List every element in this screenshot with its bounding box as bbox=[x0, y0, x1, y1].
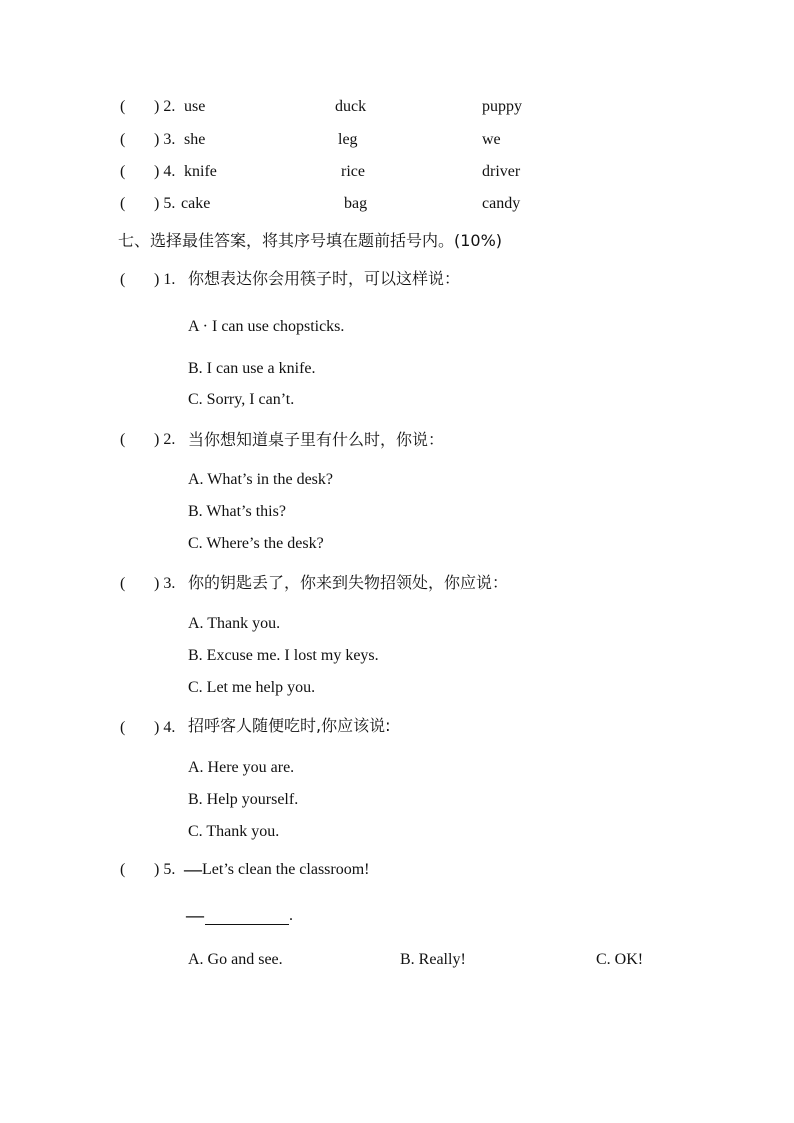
phonics-word: bag bbox=[344, 195, 368, 212]
phonics-word: we bbox=[482, 131, 501, 148]
option-a[interactable]: A. Go and see. bbox=[188, 951, 283, 968]
answer-paren[interactable]: ( bbox=[120, 195, 126, 212]
answer-paren[interactable]: ( bbox=[120, 163, 126, 180]
dialogue-dash: — bbox=[184, 859, 202, 879]
option-c[interactable]: C. OK! bbox=[596, 951, 644, 968]
answer-paren[interactable]: ( bbox=[120, 131, 126, 148]
phonics-word: puppy bbox=[482, 98, 522, 115]
phonics-word: driver bbox=[482, 163, 521, 180]
phonics-word: duck bbox=[335, 98, 367, 115]
option-a[interactable]: A. Thank you. bbox=[188, 615, 281, 632]
phonics-word: leg bbox=[338, 131, 358, 148]
phonics-word: candy bbox=[482, 195, 521, 212]
phonics-word: cake bbox=[181, 195, 211, 212]
item-number: ) 4. bbox=[154, 163, 176, 180]
option-b[interactable]: B. Help yourself. bbox=[188, 791, 299, 808]
option-b[interactable]: B. Really! bbox=[400, 951, 466, 968]
phonics-word: use bbox=[184, 98, 206, 115]
option-c[interactable]: C. Thank you. bbox=[188, 823, 280, 840]
phonics-word: she bbox=[184, 131, 206, 148]
section-title: 七、选择最佳答案，将其序号填在题前括号内。(10%) bbox=[118, 231, 503, 250]
question-prompt: 你的钥匙丢了，你来到失物招领处，你应说： bbox=[188, 573, 509, 592]
answer-paren[interactable]: ( bbox=[120, 861, 126, 878]
question-prompt: 招呼客人随便吃时,你应该说: bbox=[188, 716, 391, 735]
question-number: ) 3. bbox=[154, 575, 176, 592]
answer-paren[interactable]: ( bbox=[120, 575, 126, 592]
option-c[interactable]: C. Sorry, I can’t. bbox=[188, 391, 295, 408]
question-prompt: 你想表达你会用筷子时，可以这样说： bbox=[188, 269, 461, 288]
phonics-word: rice bbox=[341, 163, 365, 180]
option-b[interactable]: B. Excuse me. I lost my keys. bbox=[188, 647, 379, 664]
answer-paren[interactable]: ( bbox=[120, 431, 126, 448]
option-b[interactable]: B. What’s this? bbox=[188, 503, 286, 520]
answer-blank[interactable] bbox=[205, 910, 289, 925]
question-prompt: 当你想知道桌子里有什么时，你说： bbox=[188, 430, 445, 449]
item-number: ) 2. bbox=[154, 98, 176, 115]
question-number: ) 4. bbox=[154, 719, 176, 736]
question-number: ) 2. bbox=[154, 431, 176, 448]
item-number: ) 3. bbox=[154, 131, 176, 148]
reply-period: . bbox=[289, 907, 293, 924]
phonics-word: knife bbox=[184, 163, 217, 180]
item-number: ) 5. bbox=[154, 195, 176, 212]
option-c[interactable]: C. Let me help you. bbox=[188, 679, 316, 696]
answer-paren[interactable]: ( bbox=[120, 271, 126, 288]
option-a[interactable]: A · I can use chopsticks. bbox=[188, 318, 345, 335]
option-b[interactable]: B. I can use a knife. bbox=[188, 360, 316, 377]
option-c[interactable]: C. Where’s the desk? bbox=[188, 535, 324, 552]
option-a[interactable]: A. Here you are. bbox=[188, 759, 295, 776]
question-number: ) 5. bbox=[154, 861, 176, 878]
question-number: ) 1. bbox=[154, 271, 176, 288]
answer-paren[interactable]: ( bbox=[120, 98, 126, 115]
dialogue-line: Let’s clean the classroom! bbox=[202, 861, 370, 878]
option-a[interactable]: A. What’s in the desk? bbox=[188, 471, 334, 488]
dialogue-dash: — bbox=[186, 905, 204, 925]
answer-paren[interactable]: ( bbox=[120, 719, 126, 736]
